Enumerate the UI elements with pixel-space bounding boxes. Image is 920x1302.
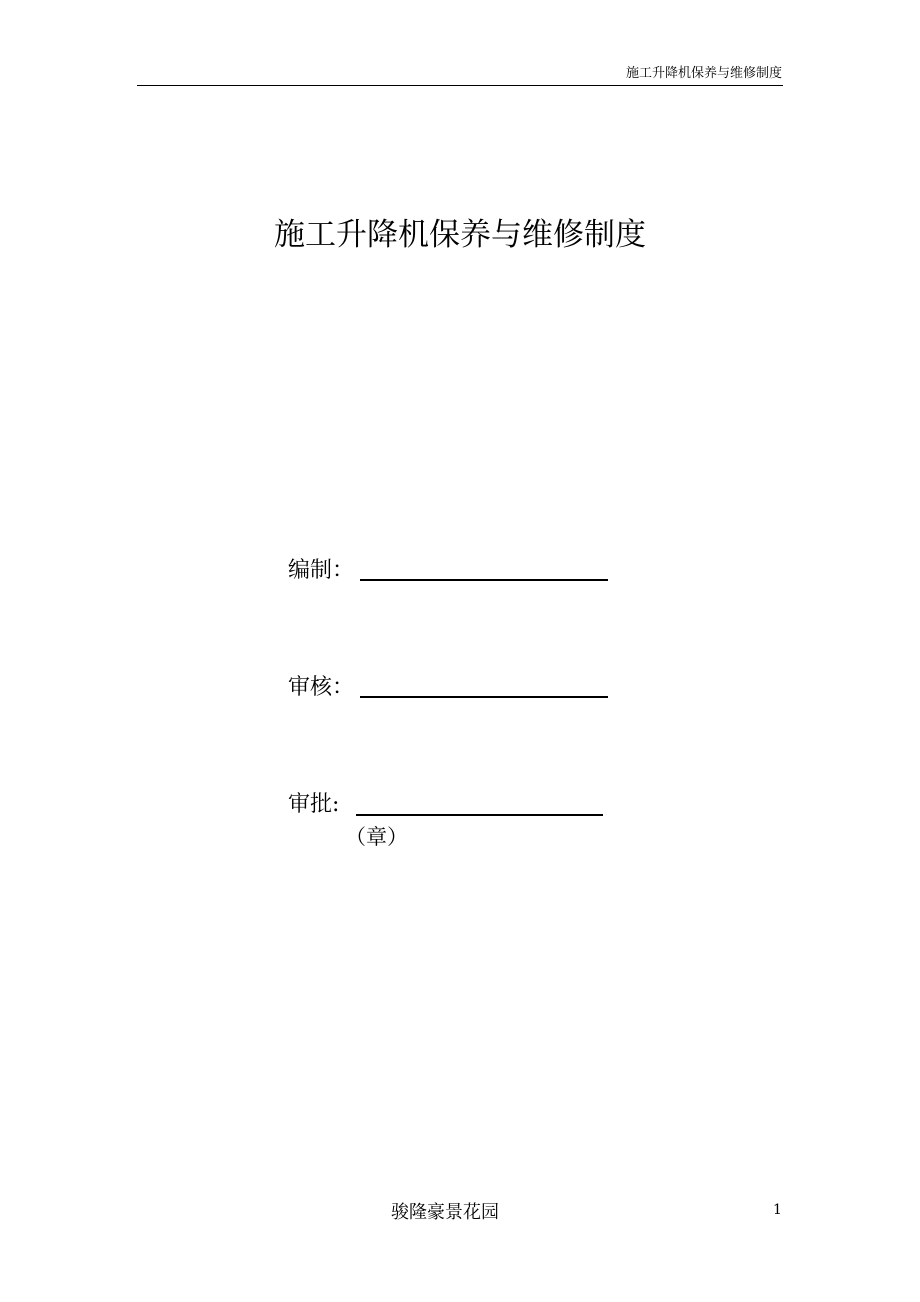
header-divider <box>137 85 783 86</box>
review-signature-line[interactable] <box>360 696 608 698</box>
signature-field-review <box>288 673 354 703</box>
running-header-title: 施工升降机保养与维修制度 <box>625 66 782 81</box>
review-label: 审核： <box>288 675 355 700</box>
compile-signature-line[interactable] <box>360 579 608 581</box>
document-title: 施工升降机保养与维修制度 <box>274 217 646 253</box>
signature-field-approve <box>288 790 339 820</box>
compile-label: 编制： <box>288 558 355 583</box>
approve-signature-line[interactable] <box>356 814 603 816</box>
seal-note: （章） <box>345 825 408 849</box>
page-number: 1 <box>773 1202 782 1218</box>
footer-project-name: 骏隆豪景花园 <box>391 1202 499 1223</box>
signature-field-compile <box>288 556 354 586</box>
approve-label: 审批: <box>288 792 340 817</box>
